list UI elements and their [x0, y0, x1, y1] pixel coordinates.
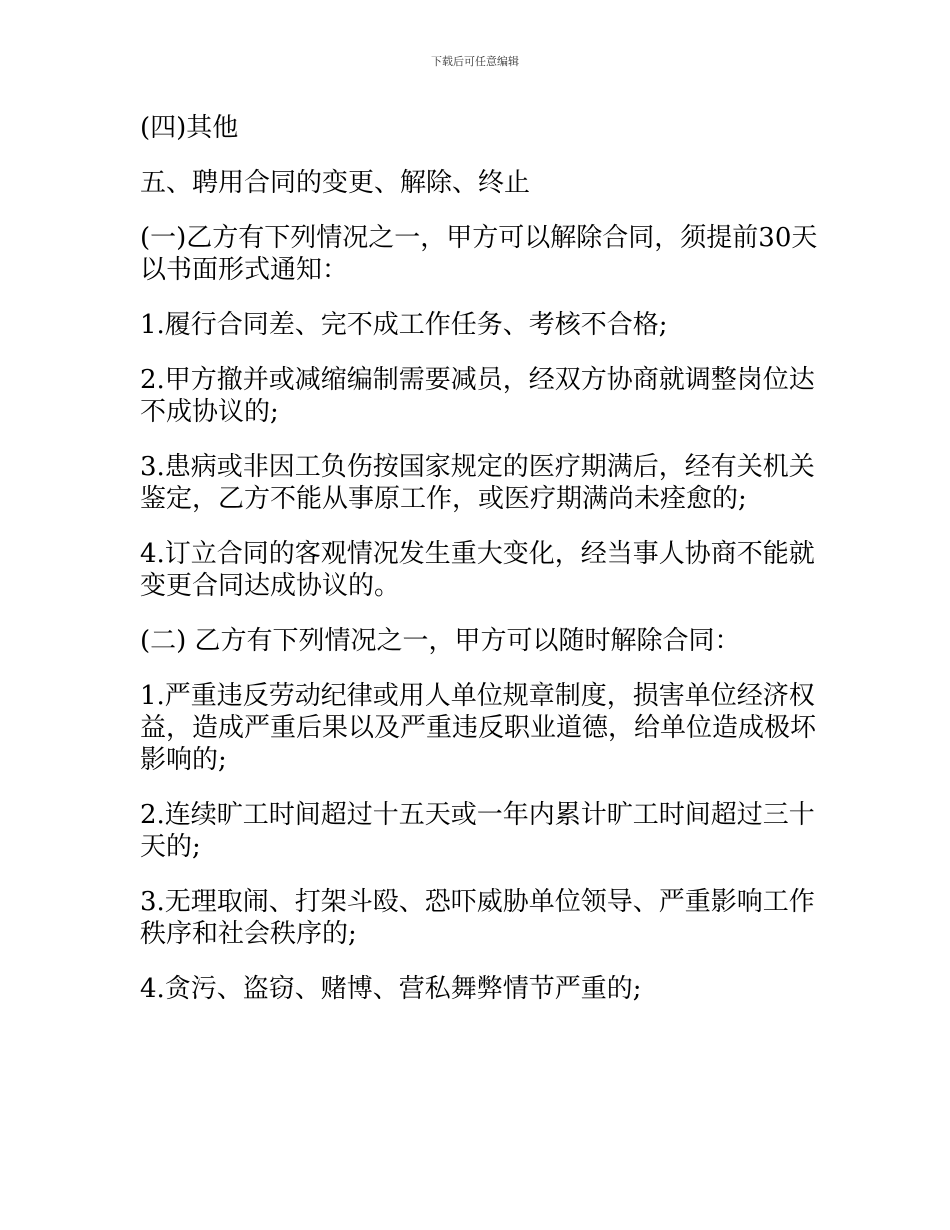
- clause-termination-with-notice: (一)乙方有下列情况之一，甲方可以解除合同，须提前30天以书面形式通知：: [140, 223, 818, 285]
- list-item: 1.严重违反劳动纪律或用人单位规章制度，损害单位经济权益，造成严重后果以及严重违反职业道德，给单位造成极坏影响的;: [140, 681, 817, 775]
- list-item: 4.贪污、盗窃、赌博、营私舞弊情节严重的;: [140, 974, 642, 1004]
- clause-immediate-termination: (二) 乙方有下列情况之一，甲方可以随时解除合同：: [140, 626, 741, 656]
- section-heading-other: (四)其他: [140, 113, 239, 143]
- list-item: 3.无理取闹、打架斗殴、恐吓威胁单位领导、严重影响工作秩序和社会秩序的;: [140, 887, 815, 949]
- document-body: [140, 112, 820, 1028]
- list-item: 3.患病或非因工负伤按国家规定的医疗期满后，经有关机关鉴定，乙方不能从事原工作，或医疗期满尚未痊愈的;: [140, 452, 815, 514]
- section-heading-contract-change: 五、聘用合同的变更、解除、终止: [140, 168, 531, 198]
- list-item: 2.甲方撤并或减缩编制需要减员，经双方协商就调整岗位达不成协议的;: [140, 365, 815, 427]
- list-item: 1.履行合同差、完不成工作任务、考核不合格;: [140, 310, 668, 340]
- list-item: 2.连续旷工时间超过十五天或一年内累计旷工时间超过三十天的;: [140, 800, 815, 862]
- list-item: 4.订立合同的客观情况发生重大变化，经当事人协商不能就变更合同达成协议的。: [140, 539, 815, 601]
- page-header: 下载后可任意编辑: [431, 55, 519, 68]
